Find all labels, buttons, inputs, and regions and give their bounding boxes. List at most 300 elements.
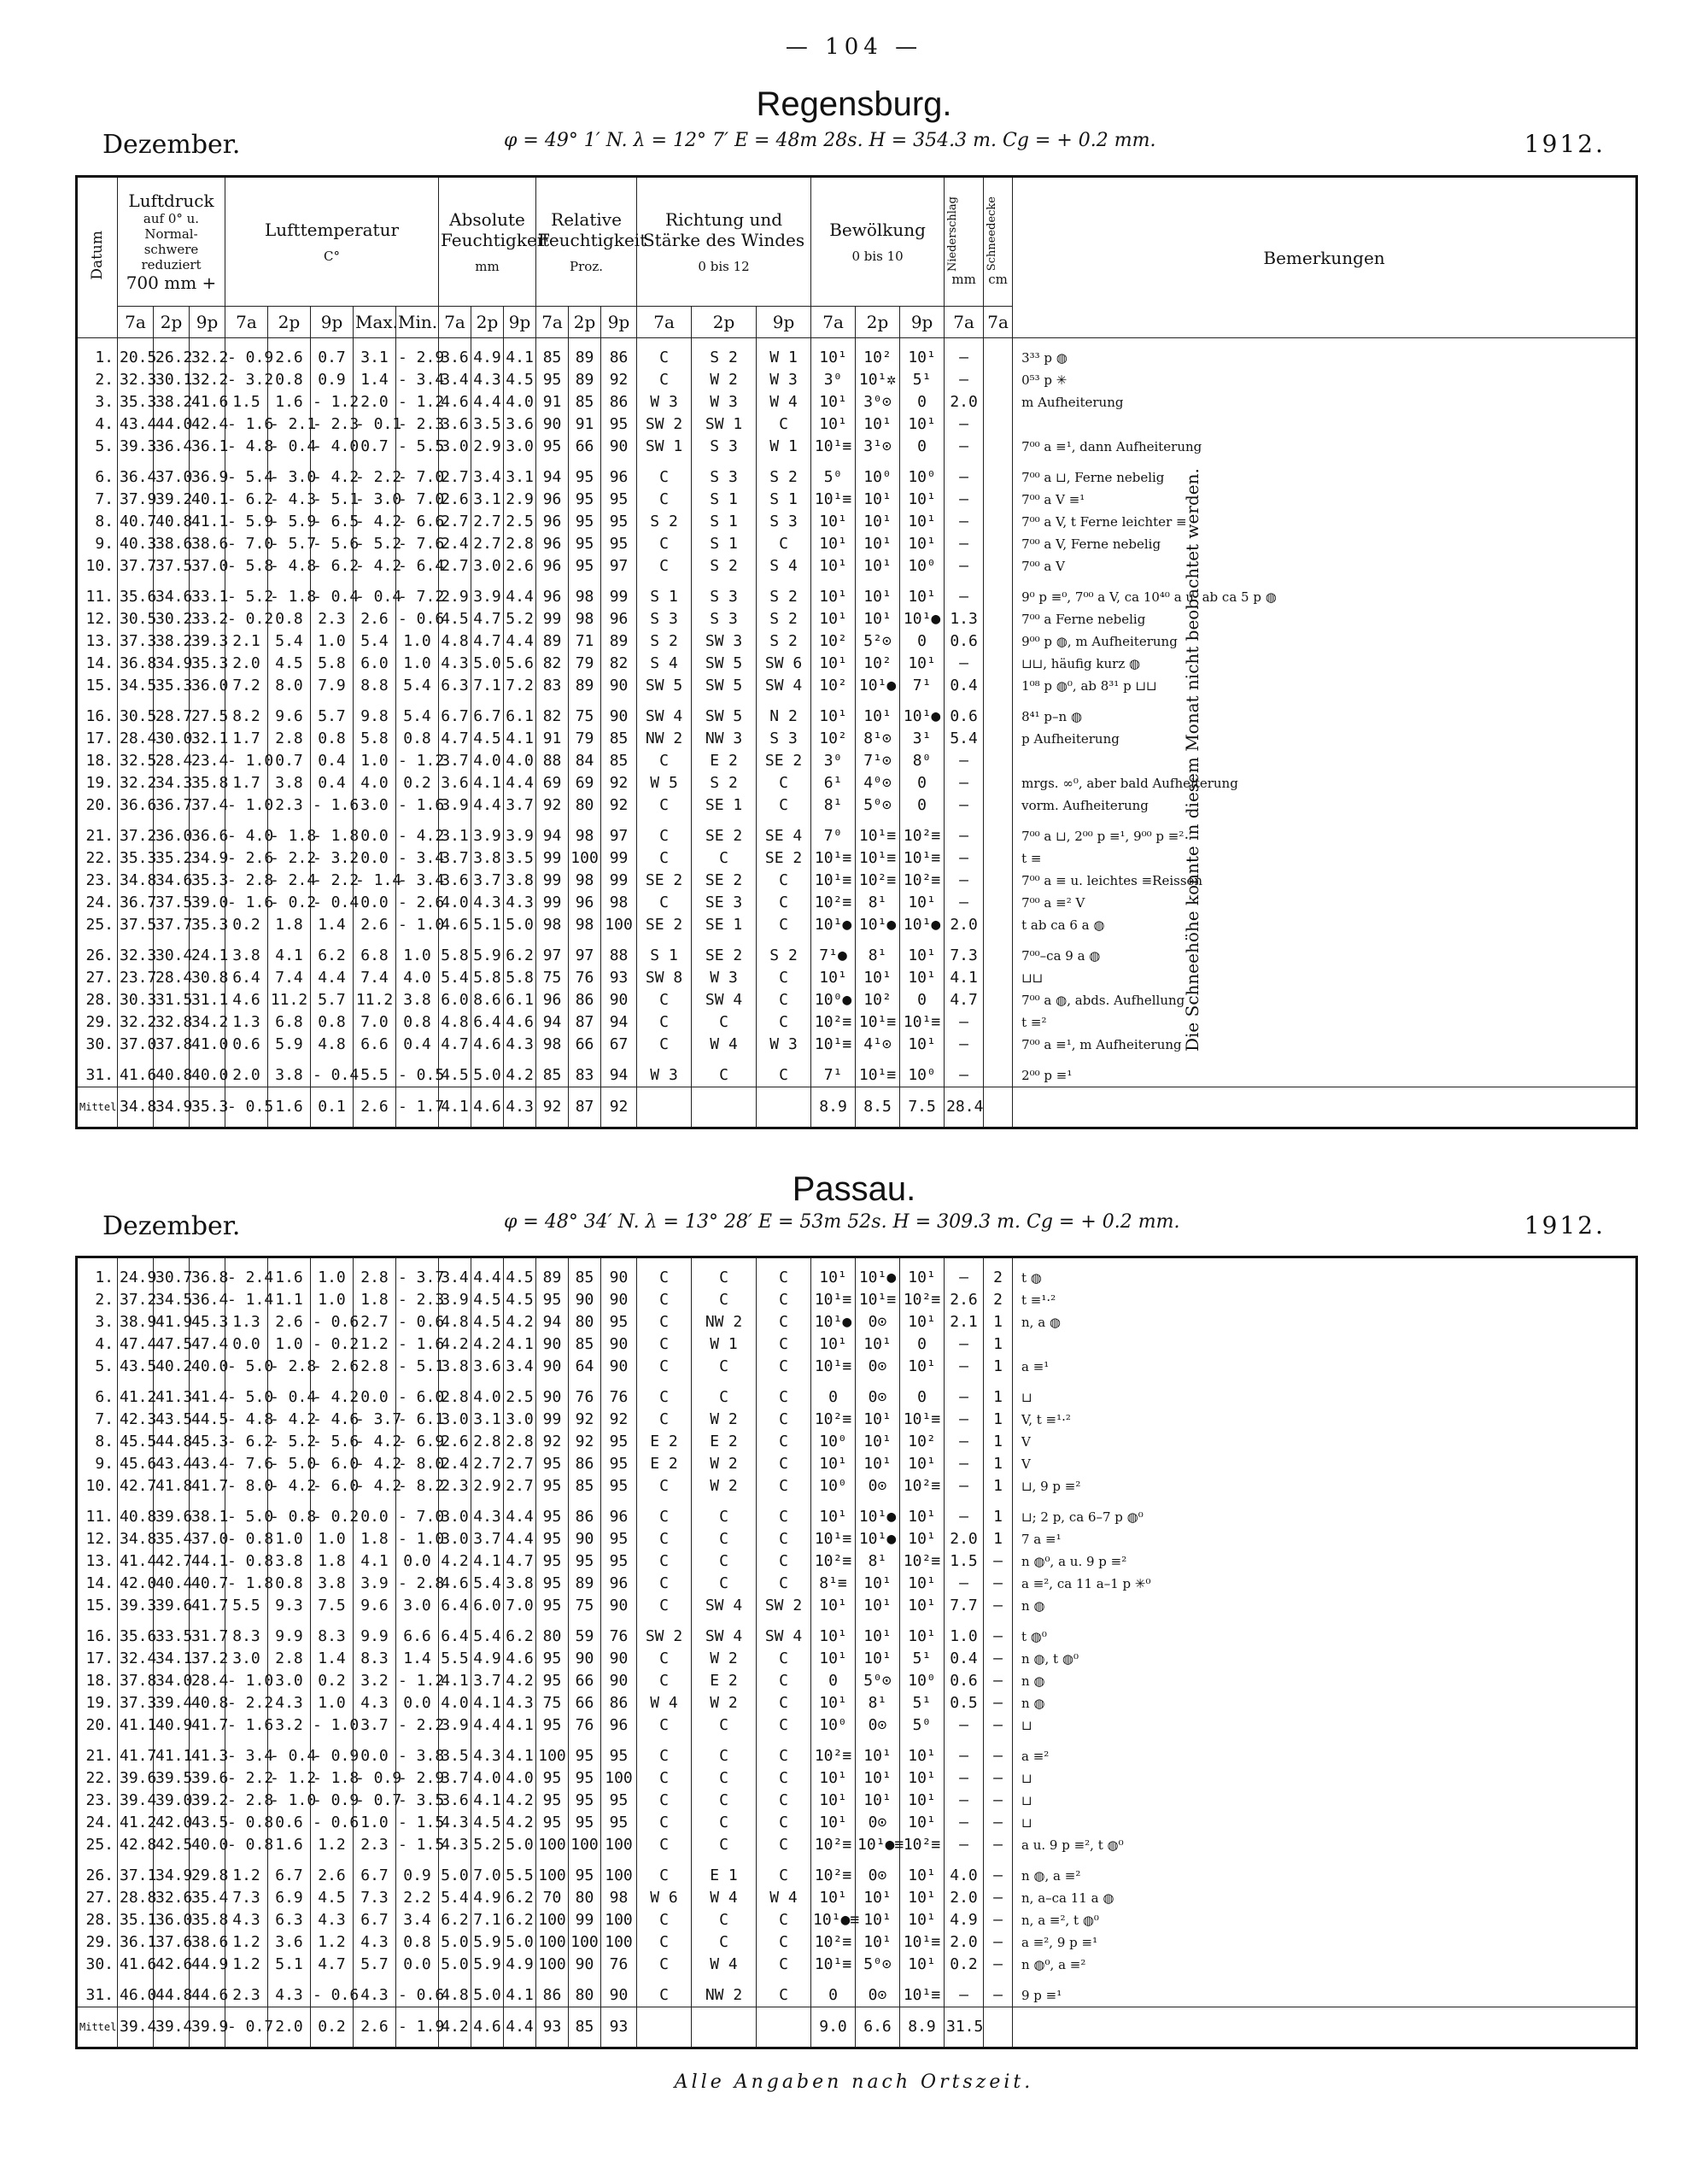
cell: 17. (77, 1648, 118, 1670)
cell: - 5.0 (268, 1453, 311, 1475)
cell: – (945, 1984, 984, 2007)
cell: 10¹● (856, 675, 900, 697)
cell: C (757, 1573, 811, 1595)
cell: 5.8 (471, 967, 504, 989)
cell: - 0.7 (354, 1790, 396, 1812)
cell: 10¹ (811, 555, 856, 577)
cell: 4.1 (268, 945, 311, 967)
cell: 3.8 (268, 1550, 311, 1573)
cell: – (945, 653, 984, 675)
mean-cell (692, 2007, 757, 2048)
cell: 1.2 (225, 1954, 268, 1976)
subheader-t2: 2p (692, 307, 757, 338)
cell: 90 (601, 1289, 637, 1311)
cell: 0.5 (945, 1692, 984, 1714)
cell: 10¹ (900, 1812, 945, 1834)
cell: - 1.6 (396, 1333, 439, 1356)
cell: - 3.4 (225, 1745, 268, 1767)
table-row (77, 1573, 1637, 1595)
cell: 37.5 (154, 892, 190, 914)
cell: 89 (536, 630, 569, 653)
cell: – (945, 1475, 984, 1497)
cell: 93 (601, 967, 637, 989)
cell: 100 (601, 914, 637, 936)
cell: 99 (601, 870, 637, 892)
cell: – (984, 1745, 1013, 1767)
cell: 1 (984, 1386, 1013, 1409)
table-row (77, 1834, 1637, 1856)
table-row (77, 989, 1637, 1011)
cell: 6. (77, 1386, 118, 1409)
cell: C (692, 1064, 757, 1087)
cell: C (637, 1767, 692, 1790)
cell: 95 (569, 1865, 601, 1887)
cell: C (637, 847, 692, 870)
cell: 6.8 (268, 1011, 311, 1034)
cell: - 0.6 (396, 1311, 439, 1333)
cell: - 0.8 (225, 1834, 268, 1856)
cell: - 2.6 (396, 892, 439, 914)
cell: 10¹ (811, 706, 856, 728)
cell: - 0.8 (225, 1528, 268, 1550)
cell: S 1 (637, 945, 692, 967)
cell: 0⊙ (856, 1984, 900, 2007)
cell: 10¹≡ (811, 847, 856, 870)
cell: - 6.5 (311, 511, 354, 533)
cell: 36.8 (190, 1267, 225, 1289)
cell: C (757, 1356, 811, 1378)
cell: 98 (569, 914, 601, 936)
cell: C (692, 1834, 757, 1856)
cell: 10¹≡ (900, 1409, 945, 1431)
cell: 95 (536, 1289, 569, 1311)
table-row (77, 1767, 1637, 1790)
subheader-t7: 7a (637, 307, 692, 338)
cell: – (945, 1064, 984, 1087)
cell: 38.6 (190, 1931, 225, 1954)
cell: 7.1 (471, 1909, 504, 1931)
cell: C (637, 1528, 692, 1550)
cell: 94 (601, 1011, 637, 1034)
cell: - 6.9 (396, 1431, 439, 1453)
cell: n ◍ (1013, 1595, 1637, 1617)
cell: - 8.2 (396, 1475, 439, 1497)
cell: 1.8 (354, 1289, 396, 1311)
cell: 45.6 (118, 1453, 154, 1475)
cell: C (757, 1475, 811, 1497)
cell: 9.6 (268, 706, 311, 728)
cell: 3.4 (396, 1909, 439, 1931)
cell: 95 (536, 1475, 569, 1497)
cell: C (637, 1812, 692, 1834)
cell: 3.1 (439, 825, 471, 847)
cell: 42.4 (190, 413, 225, 436)
cell: 35.2 (154, 847, 190, 870)
cell: 94 (536, 1311, 569, 1333)
cell: C (757, 1692, 811, 1714)
cell: 3. (77, 1311, 118, 1333)
mean-cell: Mittel (77, 2007, 118, 2048)
cell: – (984, 1670, 1013, 1692)
cell: 5.1 (268, 1954, 311, 1976)
cell: C (757, 1011, 811, 1034)
cell: 10¹✲ (856, 369, 900, 391)
cell: 95 (569, 1550, 601, 1573)
cell: 6.2 (504, 1909, 536, 1931)
cell: 10¹ (856, 1333, 900, 1356)
cell: - 2.3 (396, 413, 439, 436)
mean-cell: 92 (536, 1087, 569, 1128)
cell: 0⊙ (856, 1865, 900, 1887)
cell: 10¹ (856, 608, 900, 630)
datum-label: Datum (89, 231, 106, 280)
cell: t ◍⁰ (1013, 1626, 1637, 1648)
cell: 10²≡ (811, 1409, 856, 1431)
cell: 7. (77, 1409, 118, 1431)
cell: C (757, 1311, 811, 1333)
cell: C (757, 1931, 811, 1954)
cell: 9.9 (268, 1626, 311, 1648)
cell: S 3 (692, 436, 757, 458)
cell: 85 (569, 1333, 601, 1356)
cell: 92 (569, 1409, 601, 1431)
cell: 7⁰⁰ a ≡² V (1013, 892, 1637, 914)
cell: - 0.9 (311, 1745, 354, 1767)
cell: 38.2 (154, 391, 190, 413)
cell: 40.8 (154, 511, 190, 533)
cell: - 0.2 (311, 1333, 354, 1356)
cell: a ≡², ca 11 a–1 p ✳⁰ (1013, 1573, 1637, 1595)
cell (984, 533, 1013, 555)
cell: 15. (77, 1595, 118, 1617)
cell: 96 (601, 466, 637, 489)
cell: SE 2 (637, 870, 692, 892)
cell: 10² (856, 653, 900, 675)
cell: 10² (811, 630, 856, 653)
cell: 10¹● (900, 914, 945, 936)
cell: 23.7 (118, 967, 154, 989)
cell: 67 (601, 1034, 637, 1056)
cell: 10¹● (900, 608, 945, 630)
cell: 10¹≡ (811, 1034, 856, 1056)
cell: - 0.4 (268, 1386, 311, 1409)
cell: 4.2 (439, 1333, 471, 1356)
cell: 99 (601, 847, 637, 870)
cell: 10⁰ (900, 555, 945, 577)
cell: 96 (601, 1573, 637, 1595)
subheader-t9: 9p (601, 307, 637, 338)
cell: 6.0 (354, 653, 396, 675)
cell: 4.9 (471, 347, 504, 369)
cell: C (637, 1267, 692, 1289)
cell: 3.5 (504, 847, 536, 870)
cell: 34.9 (154, 653, 190, 675)
cell: 37.2 (190, 1648, 225, 1670)
cell: - 0.8 (225, 1812, 268, 1834)
cell: W 4 (637, 1692, 692, 1714)
cell: 6.7 (471, 706, 504, 728)
column-wind (637, 177, 811, 307)
cell: 0.2 (945, 1954, 984, 1976)
cell: 10¹ (811, 967, 856, 989)
cell: - 0.6 (396, 608, 439, 630)
cell: 3.6 (504, 413, 536, 436)
table-row (77, 728, 1637, 750)
table-row (77, 1865, 1637, 1887)
cell (984, 794, 1013, 817)
cell: - 4.0 (225, 825, 268, 847)
table-row (77, 533, 1637, 555)
cell: 2.7 (354, 1311, 396, 1333)
cell: 4.7 (471, 608, 504, 630)
cell: W 2 (692, 1409, 757, 1431)
cell: C (637, 466, 692, 489)
cell: 4.0 (504, 1767, 536, 1790)
cell: 4.3 (225, 1909, 268, 1931)
cell: - 6.0 (311, 1453, 354, 1475)
cell: 10¹ (856, 1409, 900, 1431)
mean-cell: 4.3 (504, 1087, 536, 1128)
cell: SW 4 (637, 706, 692, 728)
cell: 3.4 (439, 369, 471, 391)
cell: - 1.8 (311, 825, 354, 847)
cell: 35.8 (190, 1909, 225, 1931)
cell: – (984, 1767, 1013, 1790)
cell: 47.4 (118, 1333, 154, 1356)
cell: SW 6 (757, 653, 811, 675)
cell: 3.0 (439, 436, 471, 458)
cell: W 6 (637, 1887, 692, 1909)
cell: 95 (536, 1506, 569, 1528)
cell: 28.4 (190, 1670, 225, 1692)
cell: 4.2 (504, 1790, 536, 1812)
cell: 10¹≡ (900, 1931, 945, 1954)
cell: 29. (77, 1011, 118, 1034)
cell: C (692, 1267, 757, 1289)
cell: 6.1 (504, 989, 536, 1011)
cell: 1.0 (311, 1692, 354, 1714)
mean-row (77, 1087, 1637, 1128)
mean-cell (984, 1087, 1013, 1128)
cell: 2.8 (268, 1648, 311, 1670)
cell: 92 (601, 794, 637, 817)
cell: C (637, 1790, 692, 1812)
cell: 4.4 (504, 630, 536, 653)
cell: 30.3 (118, 989, 154, 1011)
cell: C (692, 1767, 757, 1790)
cell: C (757, 1386, 811, 1409)
cell: 10¹ (856, 1745, 900, 1767)
cell: 10²≡ (811, 1011, 856, 1034)
cell: W 3 (757, 369, 811, 391)
cell (984, 347, 1013, 369)
cell: - 2.2 (354, 466, 396, 489)
cell: 4.1 (471, 1790, 504, 1812)
cell: 0.6 (945, 1670, 984, 1692)
cell: 35.3 (118, 391, 154, 413)
cell: C (692, 1931, 757, 1954)
cell: 4.1 (471, 1550, 504, 1573)
cell: ⊔, 9 p ≡² (1013, 1475, 1637, 1497)
table-row (77, 1909, 1637, 1931)
subheader-t9: 9p (757, 307, 811, 338)
cell (984, 772, 1013, 794)
cell: C (757, 1812, 811, 1834)
cell: 44.0 (154, 413, 190, 436)
cell: W 4 (692, 1954, 757, 1976)
cell: 35.4 (154, 1528, 190, 1550)
cell: 34.2 (190, 1011, 225, 1034)
cell: 85 (536, 347, 569, 369)
cell: 6.6 (354, 1034, 396, 1056)
cell: - 4.2 (354, 555, 396, 577)
table-row (77, 1887, 1637, 1909)
cell: 4.9 (504, 1954, 536, 1976)
cell: 99 (569, 1909, 601, 1931)
cell: 3.7 (471, 870, 504, 892)
cell: 1 (984, 1431, 1013, 1453)
cell: 90 (601, 1670, 637, 1692)
cell: – (945, 750, 984, 772)
cell: ⊔ (1013, 1714, 1637, 1737)
cell: 39.6 (154, 1506, 190, 1528)
cell: 10¹●≡ (856, 1834, 900, 1856)
cell: C (637, 1289, 692, 1311)
cell: 42.7 (154, 1550, 190, 1573)
cell: NW 2 (637, 728, 692, 750)
subheader-t2: 2p (569, 307, 601, 338)
cell: - 1.6 (225, 1714, 268, 1737)
cell: 0.2 (311, 1670, 354, 1692)
cell: - 5.5 (396, 436, 439, 458)
mean-cell: 87 (569, 1087, 601, 1128)
mean-cell (984, 2007, 1013, 2048)
cell: 0.6 (225, 1034, 268, 1056)
cell: 47.5 (154, 1333, 190, 1356)
cell: C (692, 1909, 757, 1931)
niederschlag-unit: mm (951, 272, 976, 287)
cell: 2.5 (504, 1386, 536, 1409)
cell: 4.2 (504, 1311, 536, 1333)
cell: 14. (77, 1573, 118, 1595)
mean-cell: 0.2 (311, 2007, 354, 2048)
cell: 95 (536, 1528, 569, 1550)
cell: 1.5 (945, 1550, 984, 1573)
cell: 4.9 (945, 1909, 984, 1931)
cell: 10¹ (856, 1595, 900, 1617)
cell: 7¹● (811, 945, 856, 967)
cell: 7.9 (311, 675, 354, 697)
cell: 4.3 (471, 1745, 504, 1767)
cell: - 1.0 (225, 750, 268, 772)
cell: 0.4 (945, 1648, 984, 1670)
table-row (77, 555, 1637, 577)
cell: 40.0 (190, 1064, 225, 1087)
cell: 7.0 (471, 1865, 504, 1887)
cell: 94 (536, 1011, 569, 1034)
cell: 37.0 (154, 466, 190, 489)
column-bewoelkung (811, 177, 945, 307)
cell: 39.0 (190, 892, 225, 914)
cell: - 0.4 (311, 1064, 354, 1087)
cell: 41.4 (190, 1386, 225, 1409)
cell: 15. (77, 675, 118, 697)
column-bewoelkung-unit: 0 bis 10 (851, 249, 904, 264)
table-row (77, 1931, 1637, 1954)
cell: 98 (536, 914, 569, 936)
cell: - 6.1 (396, 1409, 439, 1431)
cell: 3.7 (354, 1714, 396, 1737)
cell: 2.3 (439, 1475, 471, 1497)
cell: 5¹ (900, 1692, 945, 1714)
cell: 11. (77, 586, 118, 608)
cell: – (945, 825, 984, 847)
table-row (77, 608, 1637, 630)
cell: 2.3 (354, 1834, 396, 1856)
cell: - 1.0 (268, 1790, 311, 1812)
cell: - 0.6 (396, 1984, 439, 2007)
cell: - 1.4 (354, 870, 396, 892)
cell: mrgs. ∞⁰, aber bald Aufheiterung (1013, 772, 1637, 794)
table-row (77, 750, 1637, 772)
cell: 1 (984, 1528, 1013, 1550)
cell: 35.3 (154, 675, 190, 697)
cell: 23. (77, 870, 118, 892)
cell: 90 (601, 1267, 637, 1289)
cell: 1.1 (268, 1289, 311, 1311)
cell: C (757, 413, 811, 436)
table-row (77, 1984, 1637, 2007)
cell (984, 728, 1013, 750)
cell: C (757, 1409, 811, 1431)
cell: 3.1 (354, 347, 396, 369)
cell: V (1013, 1453, 1637, 1475)
cell: 9. (77, 533, 118, 555)
cell: - 4.2 (354, 1453, 396, 1475)
cell: 5.4 (396, 706, 439, 728)
cell: 3.5 (439, 1745, 471, 1767)
cell: W 2 (692, 1648, 757, 1670)
mean-cell: 34.9 (154, 1087, 190, 1128)
cell: 10¹●≡ (811, 1909, 856, 1931)
table-row (77, 1289, 1637, 1311)
cell: 32.6 (154, 1887, 190, 1909)
cell: - 4.2 (268, 1475, 311, 1497)
cell: 10¹ (900, 1311, 945, 1333)
cell: 7¹ (811, 1064, 856, 1087)
cell: - 2.6 (225, 847, 268, 870)
table-row (77, 630, 1637, 653)
cell: - 0.1 (354, 413, 396, 436)
cell: 95 (536, 1573, 569, 1595)
cell: 44.5 (190, 1409, 225, 1431)
cell: - 1.2 (311, 391, 354, 413)
cell: 5.0 (504, 914, 536, 936)
cell: 71 (569, 630, 601, 653)
cell: - 4.2 (354, 1431, 396, 1453)
cell: – (984, 1812, 1013, 1834)
cell: 31.7 (190, 1626, 225, 1648)
cell: 3.0 (439, 1409, 471, 1431)
cell: – (945, 1573, 984, 1595)
cell: 30.1 (154, 369, 190, 391)
mean-row (77, 2007, 1637, 2048)
cell: 8.3 (311, 1626, 354, 1648)
cell: 2.8 (471, 1431, 504, 1453)
cell: – (945, 1714, 984, 1737)
column-rel-feucht (536, 177, 647, 307)
cell: 4.4 (471, 1714, 504, 1737)
